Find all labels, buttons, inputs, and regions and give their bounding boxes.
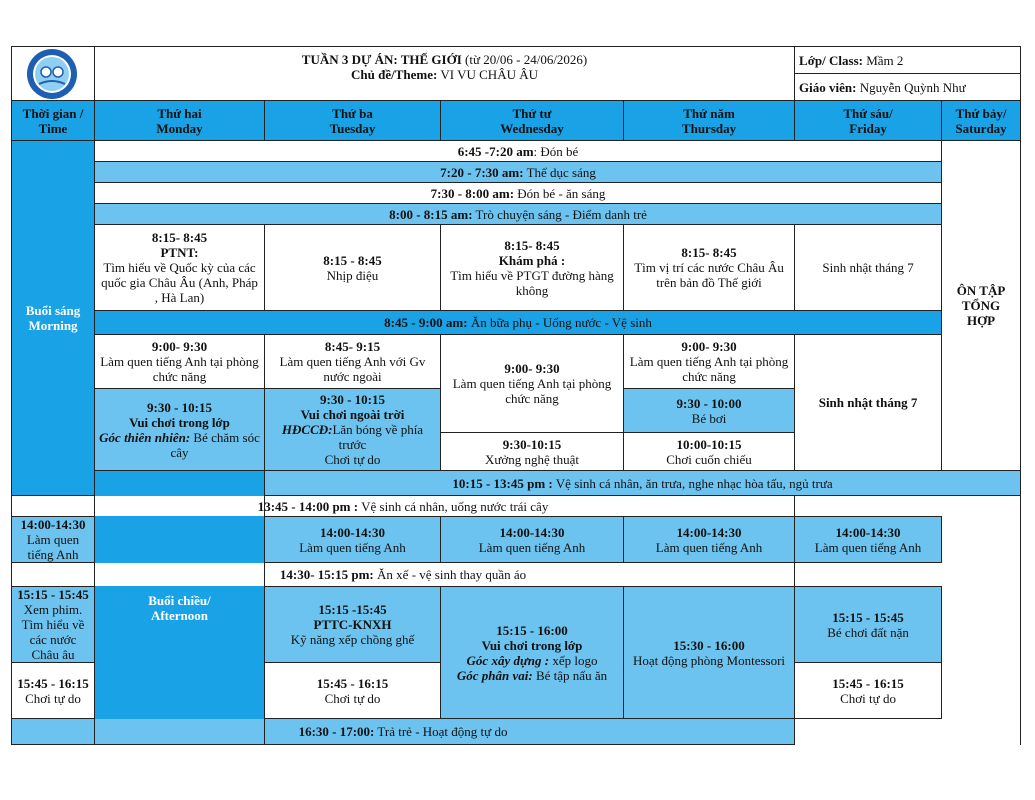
mon-activity-3: 9:30 - 10:15 Vui chơi trong lớp Góc thiên nhiên: Bé chăm sóc cây bbox=[95, 389, 265, 471]
session-afternoon: Buổi chiều/ Afternoon bbox=[95, 471, 265, 745]
session-morning: Buổi sáng Morning bbox=[12, 141, 95, 496]
morning-row-breakfast: 7:30 - 8:00 am: Đón bé - ăn sáng bbox=[95, 183, 942, 204]
afternoon-row-snack: 14:30- 15:15 pm: Ăn xế - vệ sinh thay quần áo bbox=[12, 563, 795, 587]
col-tuesday: Thứ ba Tuesday bbox=[265, 101, 441, 141]
tue-activity-1: 8:15 - 8:45 Nhịp điệu bbox=[265, 225, 441, 311]
wed-activity-2: 9:00- 9:30 Làm quen tiếng Anh tại phòng chức năng bbox=[441, 335, 624, 433]
teacher-label: Giáo viên: bbox=[799, 79, 857, 95]
tue-activity-2: 8:45- 9:15 Làm quen tiếng Anh với Gv nước ngoài bbox=[265, 335, 441, 389]
class-cell bbox=[795, 47, 1021, 74]
col-monday: Thứ hai Monday bbox=[95, 101, 265, 141]
afternoon-row-pickup: 16:30 - 17:00: Trả trẻ - Hoạt động tự do bbox=[12, 719, 795, 745]
thu-afternoon-1: 15:30 - 16:00 Hoạt động phòng Montessori bbox=[624, 587, 795, 719]
morning-row-chat: 8:00 - 8:15 am: Trò chuyện sáng - Điểm danh trẻ bbox=[95, 204, 942, 225]
thu-activity-4: 10:00-10:15 Chơi cuốn chiếu bbox=[624, 433, 795, 471]
morning-row-arrival: 6:45 -7:20 am: Đón bé bbox=[95, 141, 942, 162]
tue-activity-3: 9:30 - 10:15 Vui chơi ngoài trời HĐCCĐ:Lăn bóng về phía trước Chơi tự do bbox=[265, 389, 441, 471]
fri-activity-2: Sinh nhật tháng 7 bbox=[795, 335, 942, 471]
fri-afternoon-2: 15:45 - 16:15 Chơi tự do bbox=[795, 663, 942, 719]
wed-english: 14:00-14:30 Làm quen tiếng Anh bbox=[441, 517, 624, 563]
school-logo-icon bbox=[26, 48, 78, 100]
fri-afternoon-1: 15:15 - 15:45 Bé chơi đất nặn bbox=[795, 587, 942, 663]
class-label: Lớp/ Class: bbox=[799, 52, 863, 68]
fri-english: 14:00-14:30 Làm quen tiếng Anh bbox=[795, 517, 942, 563]
thu-activity-2: 9:00- 9:30 Làm quen tiếng Anh tại phòng chức năng bbox=[624, 335, 795, 389]
thu-activity-3: 9:30 - 10:00 Bé bơi bbox=[624, 389, 795, 433]
wed-activity-4: 9:30-10:15 Xưởng nghệ thuật bbox=[441, 433, 624, 471]
schedule-table bbox=[11, 46, 1021, 745]
mon-afternoon-1: 15:15 - 15:45 Xem phim. Tìm hiểu về các nước Châu âu bbox=[12, 587, 95, 663]
mon-english: 14:00-14:30 Làm quen tiếng Anh bbox=[12, 517, 95, 563]
mon-activity-1: 8:15- 8:45 PTNT: Tìm hiểu về Quốc kỳ của các quốc gia Châu Âu (Anh, Pháp , Hà Lan) bbox=[95, 225, 265, 311]
theme-label: Chủ đề/Theme: bbox=[351, 67, 438, 82]
tue-afternoon-2: 15:45 - 16:15 Chơi tự do bbox=[265, 663, 441, 719]
week-title bbox=[95, 47, 795, 101]
theme-value: VI VU CHÂU ÂU bbox=[437, 67, 538, 82]
teacher-cell bbox=[795, 74, 1021, 101]
tue-afternoon-1: 15:15 -15:45 PTTC-KNXH Kỹ năng xếp chồng ghế bbox=[265, 587, 441, 663]
class-value: Mầm 2 bbox=[862, 52, 904, 68]
school-logo bbox=[12, 47, 95, 101]
afternoon-row-juice: 13:45 - 14:00 pm : Vệ sinh cá nhân, uống nước trái cây bbox=[12, 496, 795, 517]
col-thursday: Thứ năm Thursday bbox=[624, 101, 795, 141]
morning-row-exercise: 7:20 - 7:30 am: Thể dục sáng bbox=[95, 162, 942, 183]
week-dates: (từ 20/06 - 24/06/2026) bbox=[461, 52, 588, 67]
col-wednesday: Thứ tư Wednesday bbox=[441, 101, 624, 141]
col-time: Thời gian / Time bbox=[12, 101, 95, 141]
thu-activity-1: 8:15- 8:45 Tìm vị trí các nước Châu Âu trên bản đồ Thế giới bbox=[624, 225, 795, 311]
col-friday: Thứ sáu/ Friday bbox=[795, 101, 942, 141]
mon-afternoon-2: 15:45 - 16:15 Chơi tự do bbox=[12, 663, 95, 719]
tue-english: 14:00-14:30 Làm quen tiếng Anh bbox=[265, 517, 441, 563]
week-title-text: TUẦN 3 DỰ ÁN: THẾ GIỚI bbox=[301, 52, 462, 67]
mon-activity-2: 9:00- 9:30 Làm quen tiếng Anh tại phòng chức năng bbox=[95, 335, 265, 389]
saturday-morning-review: ÔN TẬP TỔNG HỢP bbox=[942, 141, 1021, 471]
wed-activity-1: 8:15- 8:45 Khám phá : Tìm hiểu về PTGT đường hàng không bbox=[441, 225, 624, 311]
afternoon-row-lunch: 10:15 - 13:45 pm : Vệ sinh cá nhân, ăn trưa, nghe nhạc hòa tấu, ngủ trưa bbox=[265, 471, 1021, 496]
col-saturday: Thứ bảy/ Saturday bbox=[942, 101, 1021, 141]
morning-row-snack: 8:45 - 9:00 am: Ăn bữa phụ - Uống nước - Vệ sinh bbox=[95, 311, 942, 335]
teacher-value: Nguyễn Quỳnh Như bbox=[856, 79, 966, 95]
wed-afternoon-1: 15:15 - 16:00 Vui chơi trong lớp Góc xây dựng : xếp logo Góc phân vai: Bé tập nấu ăn bbox=[441, 587, 624, 719]
thu-english: 14:00-14:30 Làm quen tiếng Anh bbox=[624, 517, 795, 563]
fri-activity-1: Sinh nhật tháng 7 bbox=[795, 225, 942, 311]
